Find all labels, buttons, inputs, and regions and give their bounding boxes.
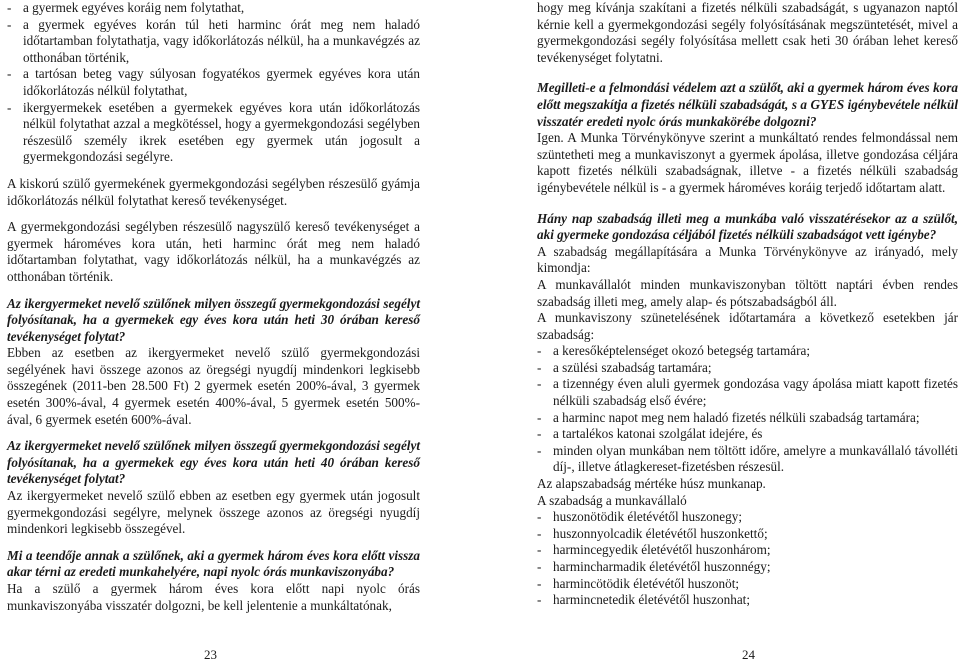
list-item: - a tizennégy éven aluli gyermek gondozása vagy ápolása miatt kapott fizetés nélküli szabadság első évére; (537, 376, 958, 409)
answer-paragraph: A munkaviszony szünetelésének időtartamára a következő esetekben jár szabadság: (537, 310, 958, 342)
question-heading: Mi a teendője annak a szülőnek, aki a gyermek három éves kora előtt vissza akar térni az eredeti munkahelyére, napi nyolc órás munkaviszonyába? (7, 547, 420, 580)
question-heading: Hány nap szabadság illeti meg a munkába való visszatérésekor az a szülőt, aki gyermeke gondozása céljából fizetés nélküli szabadságot vett igénybe? (537, 210, 958, 243)
list-item: - a gyermek egyéves koráig nem folytathat, (7, 0, 245, 15)
left-page-column (7, 0, 420, 614)
answer-paragraph: A szabadság a munkavállaló (537, 492, 687, 508)
list-item: - ikergyermekek esetében a gyermekek egyéves kora után időkorlátozás nélkül folytathat azzal a megkötéssel, hogy a gyermekgondozási segélyben részesülő személy ikrek esetében egy gyermek után jogosult a gyermekgondozási segélyre. (7, 99, 420, 165)
answer-paragraph: A munkavállalót minden munkaviszonyban töltött naptári évben rendes szabadság illeti meg, amely alap- és pótszabadságból áll. (537, 276, 958, 309)
list-item: - harmincnetedik életévétől huszonhat; (537, 592, 751, 608)
answer-paragraph: A szabadság megállapítására a Munka Törvénykönyve az irányadó, mely kimondja: (537, 243, 958, 276)
page-number-left: 23 (204, 647, 217, 662)
list-item: - a gyermek egyéves korán túl heti harminc órát meg nem haladó időtartamban folytathatja, vagy időkorlátozás nélkül, ha a munkavégzés az otthonában történik, (7, 16, 420, 65)
page-number-right: 24 (742, 647, 755, 662)
paragraph-guardian: A kiskorú szülő gyermekének gyermekgondozási segélyben részesülő gyámja időkorlátozás nélkül folytathat kereső tevékenységet. (7, 175, 420, 208)
list-item: - a harminc napot meg nem haladó fizetés nélküli szabadság tartamára; (537, 409, 920, 425)
list-item: - huszonötödik életévétől huszonegy; (537, 509, 742, 525)
question-heading: Az ikergyermeket nevelő szülőnek milyen összegű gyermekgondozási segélyt folyósítanak, ha a gyermekek egy éves kora után heti 30 órában kereső tevékenységet folytat? (7, 295, 420, 344)
list-item: - harmincötödik életévétől huszonöt; (537, 575, 740, 591)
list-item: - a tartósan beteg vagy súlyosan fogyatékos gyermek egyéves kora után időkorlátozás nélkül folytathat, (7, 66, 420, 98)
list-item: - minden olyan munkában nem töltött időre, amelyre a munkavállaló távolléti díj-, illetve átlagkereset-fizetésben részesül. (537, 442, 958, 475)
list-item: - a keresőképtelenséget okozó betegség tartamára; (537, 343, 811, 359)
question-heading: Megilleti-e a felmondási védelem azt a szülőt, aki a gyermek három éves kora előtt megszakítja a fizetés nélküli szabadságát, s a GYES igénybevétele nélkül visszatér eredeti nyolc órás munkakörébe dolgozni? (537, 80, 958, 129)
answer-paragraph: Igen. A Munka Törvénykönyve szerint a munkáltató rendes felmondással nem szüntetheti meg a munkaviszonyt a gyermek ápolása, illetve gondozása céljára kapott fizetés nélküli szabadságnak, illetve - a fizetés nélküli szabadság igénybevétele nélkül is - a gyermek hároméves koráig terjedő időtartam alatt. (537, 130, 958, 195)
answer-paragraph: Az alapszabadság mértéke húsz munkanap. (537, 476, 766, 492)
answer-paragraph: Ha a szülő a gyermek három éves kora előtt napi nyolc órás munkaviszonyába visszatér dolgozni, be kell jelentenie a munkáltatónak, (7, 581, 420, 613)
answer-paragraph: Az ikergyermeket nevelő szülő ebben az esetben egy gyermek után jogosult gyermekgondozási segélyre, melynek összege azonos az öregségi nyugdíj mindenkori legkisebb összegével. (7, 488, 420, 537)
list-item: - harmincegyedik életévétől huszonhárom; (537, 542, 771, 558)
paragraph-grandparent: A gyermekgondozási segélyben részesülő nagyszülő kereső tevékenységet a gyermek hároméves kora után, heti harminc órát meg nem haladó időtartamban folytathat, vagy időkorlátozás nélkül, ha a munkavégzés az otthonában történik. (7, 219, 420, 284)
paragraph-continuation: hogy meg kívánja szakítani a fizetés nélküli szabadságát, s ugyanazon naptól kérnie kell a gyermekgondozási segély folyósításának megszüntetését, mivel a gyermekgondozási segély folyósítása mellett csak heti 30 órában lehet kereső tevékenységet folytatni. (537, 0, 958, 65)
right-page-column (537, 0, 958, 609)
question-heading: Az ikergyermeket nevelő szülőnek milyen összegű gyermekgondozási segélyt folyósítanak, ha a gyermekek egy éves kora után heti 40 órában kereső tevékenységet folytat? (7, 438, 420, 487)
list-item: - a szülési szabadság tartamára; (537, 359, 712, 375)
list-item: - huszonnyolcadik életévétől huszonkettő; (537, 525, 768, 541)
answer-paragraph: Ebben az esetben az ikergyermeket nevelő szülő gyermekgondozási segélyének havi összege azonos az öregségi nyugdíj mindenkori legkisebb összegének (2011-ben 28.500 Ft) 2 gyermek esetén 200%-ával, 3 gyermek esetén 300%-ával, 4 gyermek esetén 400%-ával, 5 gyermek esetén 500%-ával, 6 gyermek esetén 600%-ával. (7, 345, 420, 427)
list-item: - a tartalékos katonai szolgálat idejére, és (537, 426, 763, 442)
list-item: - harmincharmadik életévétől huszonnégy; (537, 559, 771, 574)
